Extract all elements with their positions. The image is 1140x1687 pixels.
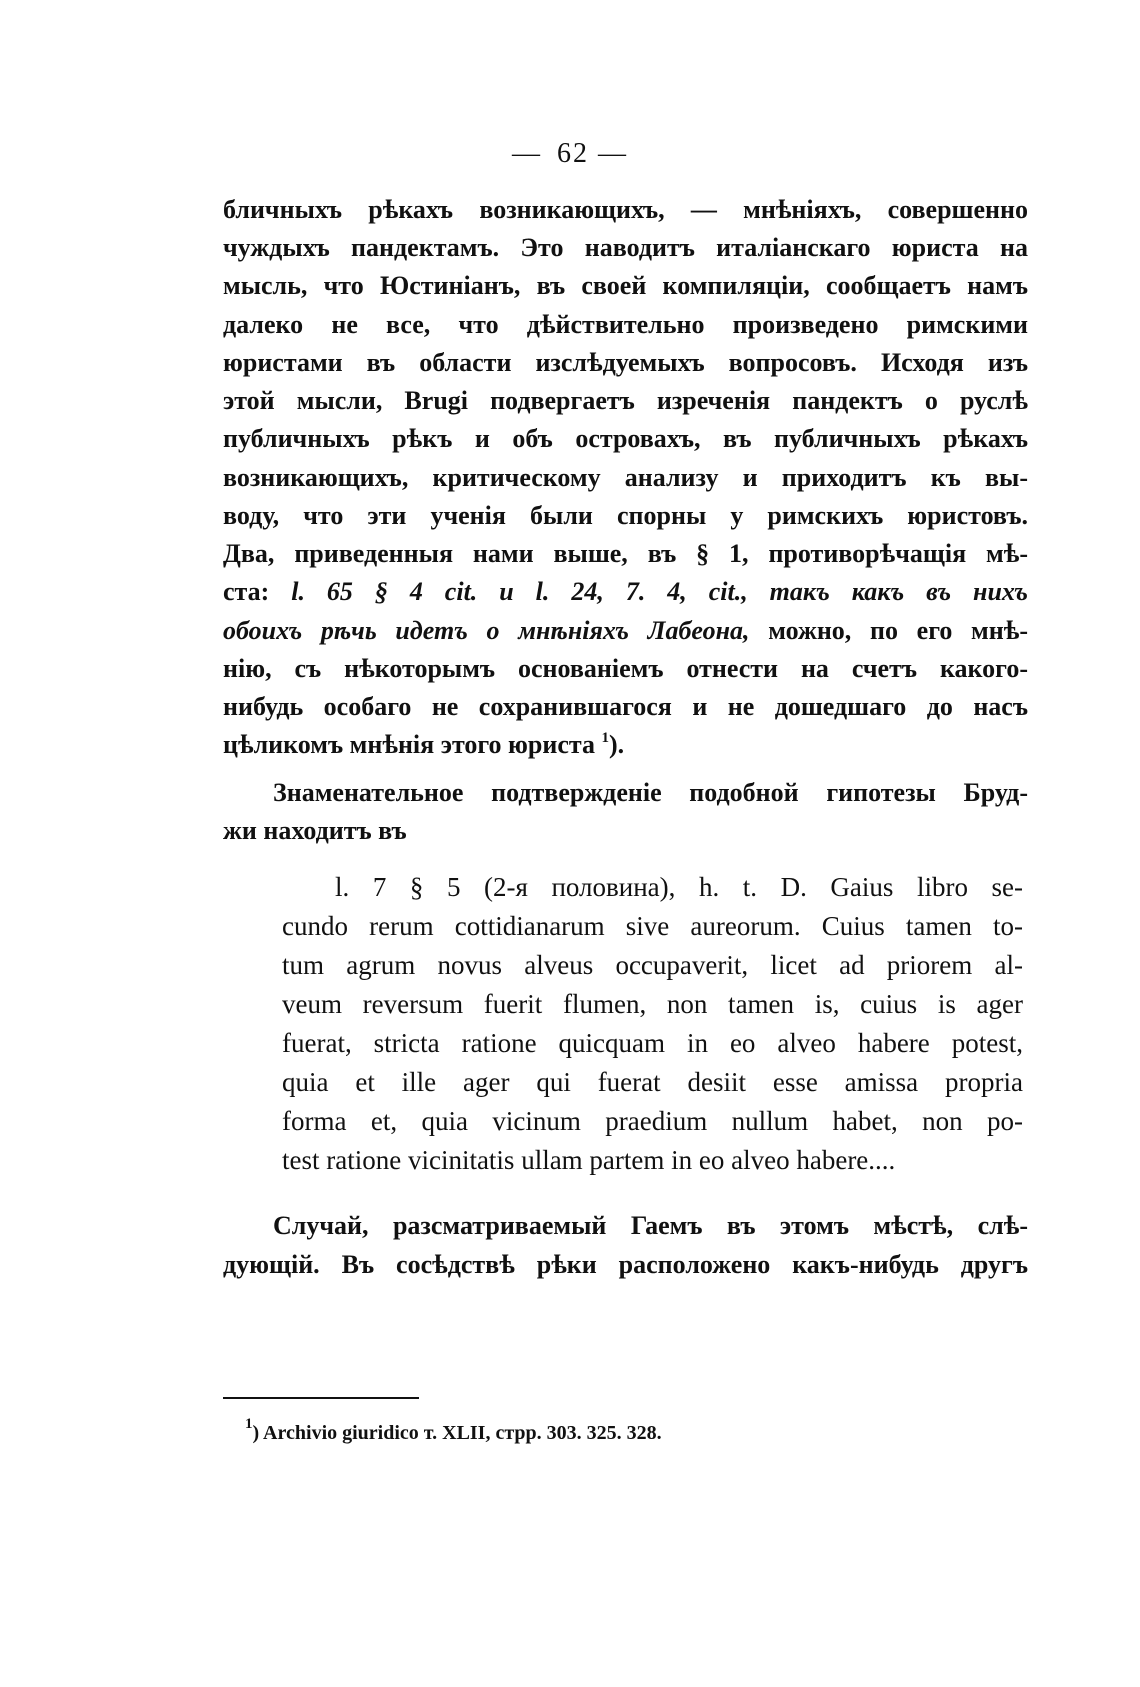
footnote-divider	[223, 1397, 419, 1399]
footnote-text: ) Archivio giuridico т. XLII, стрр. 303. 325. 328.	[252, 1422, 662, 1444]
footnote-reference: 1	[601, 730, 609, 746]
footnote	[245, 1416, 662, 1445]
text-line	[223, 572, 1028, 612]
text-line	[223, 725, 1028, 765]
text-line: Два, приведенныя нами выше, въ § 1, противорѣчащія мѣ-	[223, 539, 1028, 568]
page-number	[0, 138, 1140, 170]
text-line: нію, съ нѣкоторымъ основаніемъ отнести на счетъ какого-	[223, 654, 1028, 683]
text-line: Случай, разсматриваемый Гаемъ въ этомъ мѣстѣ, слѣ-	[273, 1211, 1028, 1240]
quote-line: quia et ille ager qui fuerat desiit esse amissa propria	[282, 1067, 1023, 1097]
quote-line: forma et, quia vicinum praedium nullum habet, non po-	[282, 1106, 1023, 1136]
quote-line: tum agrum novus alveus occupaverit, licet ad priorem al-	[282, 950, 1023, 980]
text-line	[223, 611, 1028, 651]
text-line: мысль, что Юстиніанъ, въ своей компиляціи, сообщаетъ намъ	[223, 271, 1028, 300]
text-line: этой мысли, Brugi подвергаетъ изреченія пандектъ о руслѣ	[223, 386, 1028, 415]
text-line: юристами въ области изслѣдуемыхъ вопросовъ. Исходя изъ	[223, 348, 1028, 377]
citation: обоихъ рѣчь идетъ о мнѣніяхъ Лабеона,	[223, 616, 750, 645]
quote-line: l. 7 § 5 (2-я половина), h. t. D. Gaius libro se-	[335, 872, 1023, 902]
text-line: жи находитъ въ	[223, 816, 407, 845]
quote-line: test ratione vicinitatis ullam partem in eo alveo habere....	[282, 1145, 896, 1175]
text-line: нибудь особаго не сохранившагося и не дошедшаго до насъ	[223, 692, 1028, 721]
text-run: можно, по его мнѣ-	[749, 616, 1028, 645]
text-run: ста:	[223, 577, 292, 606]
text-line: возникающихъ, критическому анализу и приходитъ къ вы-	[223, 463, 1028, 492]
text-line: дующій. Въ сосѣдствѣ рѣки расположено какъ-нибудь другъ	[223, 1250, 1028, 1279]
text-line: чуждыхъ пандектамъ. Это наводитъ италіанскаго юриста на	[223, 233, 1028, 262]
quote-line: veum reversum fuerit flumen, non tamen is, cuius is ager	[282, 989, 1023, 1019]
text-run: цѣликомъ мнѣнія этого юриста	[223, 730, 602, 759]
text-line: воду, что эти ученія были спорны у римскихъ юристовъ.	[223, 501, 1028, 530]
text-line: бличныхъ рѣкахъ возникающихъ, — мнѣніяхъ, совершенно	[223, 195, 1028, 224]
text-run: ).	[609, 730, 625, 759]
page-number-dash-left: —	[512, 138, 542, 169]
quote-line: fuerat, stricta ratione quicquam in eo alveo habere potest,	[282, 1028, 1023, 1058]
footnote-mark: 1	[245, 1416, 253, 1432]
page-number-dash-right: —	[598, 138, 628, 169]
citation: l. 65 § 4 cit. и l. 24, 7. 4, cit., такъ какъ въ нихъ	[291, 577, 1028, 606]
page-number-value: 62	[557, 138, 589, 169]
text-line: далеко не все, что дѣйствительно произведено римскими	[223, 310, 1028, 339]
quote-line: cundo rerum cottidianarum sive aureorum. Cuius tamen to-	[282, 911, 1023, 941]
text-line: публичныхъ рѣкъ и объ островахъ, въ публичныхъ рѣкахъ	[223, 424, 1028, 453]
text-line: Знаменательное подтвержденіе подобной гипотезы Бруд-	[273, 778, 1028, 807]
